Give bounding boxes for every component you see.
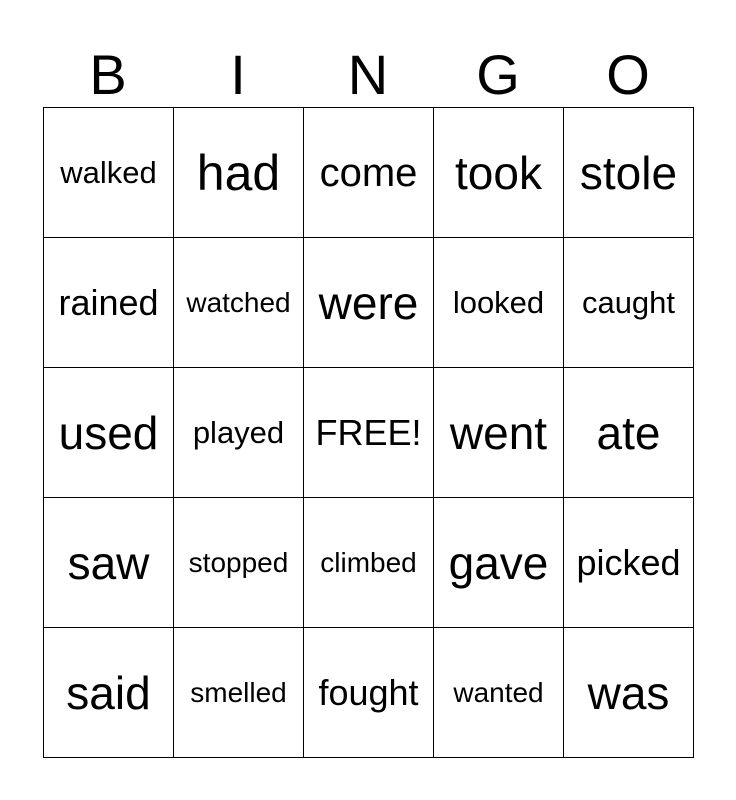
bingo-cell[interactable]: watched [174,238,304,368]
header-letter-o: O [606,43,650,106]
bingo-board [43,107,694,758]
bingo-cell[interactable]: went [434,368,564,498]
bingo-cell[interactable]: caught [564,238,694,368]
bingo-cell[interactable]: picked [564,498,694,628]
bingo-cell[interactable]: fought [304,628,434,758]
bingo-cell[interactable]: climbed [304,498,434,628]
bingo-cell[interactable]: saw [44,498,174,628]
free-space[interactable]: FREE! [304,368,434,498]
header-letter-n: N [347,43,389,106]
bingo-cell[interactable]: took [434,108,564,238]
bingo-header [43,44,693,106]
bingo-cell[interactable]: played [174,368,304,498]
bingo-cell[interactable]: rained [44,238,174,368]
bingo-cell[interactable]: had [174,108,304,238]
bingo-cell[interactable]: was [564,628,694,758]
bingo-cell[interactable]: wanted [434,628,564,758]
header-letter-i: I [230,43,246,106]
bingo-cell[interactable]: walked [44,108,174,238]
bingo-cell[interactable]: said [44,628,174,758]
bingo-cell[interactable]: ate [564,368,694,498]
bingo-cell[interactable]: stopped [174,498,304,628]
bingo-cell[interactable]: come [304,108,434,238]
header-letter-g: G [476,43,520,106]
bingo-cell[interactable]: used [44,368,174,498]
bingo-cell[interactable]: smelled [174,628,304,758]
bingo-cell[interactable]: looked [434,238,564,368]
header-letter-b: B [89,43,127,106]
bingo-cell[interactable]: gave [434,498,564,628]
bingo-cell[interactable]: were [304,238,434,368]
bingo-cell[interactable]: stole [564,108,694,238]
